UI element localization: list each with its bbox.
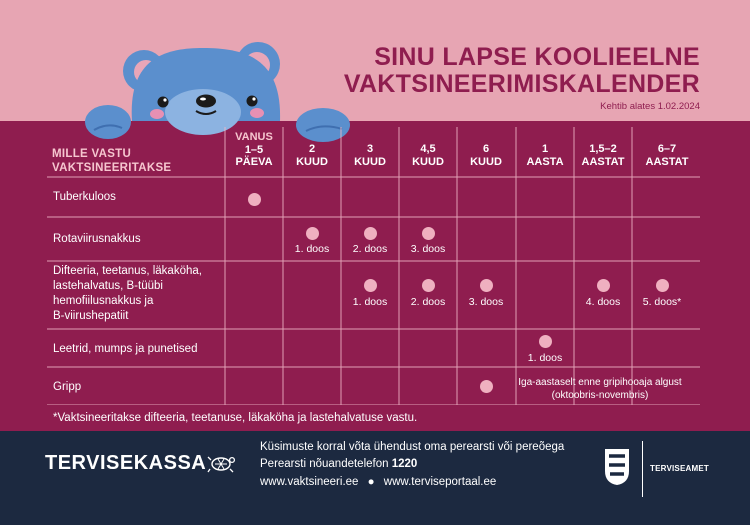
hotline-label: Perearsti nõuandetelefon (260, 458, 389, 470)
row-label-mmr: Leetrid, mumps ja punetised (53, 343, 198, 355)
dose-label: 1. doos (527, 352, 563, 364)
column-header-value: 6 (482, 143, 490, 155)
dose-label: 3. doos (410, 243, 446, 255)
link-terviseportaal[interactable]: www.terviseportaal.ee (383, 476, 497, 488)
column-header-unit: KUUD (412, 155, 444, 168)
row-label-tuberculosis: Tuberkuloos (53, 191, 116, 203)
dose-label: 4. doos (585, 296, 621, 308)
row-label-diphtheria-combo: Difteeria, teetanus, läkaköha, lastehalvatus, B-tüübi hemofiilusnakkus ja B-viirushepatiit (53, 265, 202, 322)
row-label-influenza: Gripp (53, 381, 82, 393)
corner-header-line-2: VAKTSINEERITAKSE (52, 162, 172, 174)
brand-logo-text: TERVISEKASSA (45, 452, 207, 474)
corner-header-line-1: MILLE VASTU (52, 148, 132, 160)
column-header-unit: AASTAT (645, 155, 689, 168)
column-header-3-months (341, 143, 399, 168)
dose-label: 5. doos* (642, 296, 682, 308)
influenza-note: Iga-aastaselt enne gripihooaja algust (oktoobris-novembris) (518, 377, 682, 401)
column-header-1-5-2-years (574, 143, 632, 168)
dose-marker (306, 227, 319, 240)
column-header-1-5-days (225, 131, 283, 169)
dose-label: 2. doos (410, 296, 446, 308)
dose-marker (364, 279, 377, 292)
column-header-unit: KUUD (354, 155, 386, 168)
dose-label: 2. doos (352, 243, 388, 255)
column-header-value: 1 (541, 143, 549, 155)
hotline-line (260, 458, 417, 470)
dose-marker (539, 335, 552, 348)
column-header-value: 1,5–2 (589, 143, 617, 155)
link-vaktsineeri[interactable]: www.vaktsineeri.ee (260, 476, 359, 488)
dose-label: 1. doos (352, 296, 388, 308)
dose-marker (422, 227, 435, 240)
column-header-value: 3 (366, 143, 374, 155)
column-header-value: 6–7 (657, 143, 677, 155)
dose-marker (480, 380, 493, 393)
valid-from-date: Kehtib alates 1.02.2024 (600, 101, 700, 112)
row-label-rotavirus: Rotaviirusnakkus (53, 233, 141, 245)
column-header-unit: KUUD (470, 155, 502, 168)
column-header-unit: AASTA (526, 155, 564, 168)
column-header-unit: PÄEVA (235, 156, 273, 168)
column-header-value: 2 (308, 143, 316, 155)
dose-label: 1. doos (294, 243, 330, 255)
dose-marker (656, 279, 669, 292)
column-header-1-year (516, 143, 574, 168)
column-header-unit: AASTAT (581, 155, 625, 168)
contact-text: Küsimuste korral võta ühendust oma perearsti või pereõega (260, 441, 565, 453)
coat-of-arms-icon (603, 447, 631, 487)
column-header-age-label: VANUS (235, 131, 273, 143)
links-line (260, 476, 496, 488)
page-title (344, 44, 700, 98)
dose-marker (364, 227, 377, 240)
bullet-separator: ● (367, 476, 375, 488)
title-line-1: SINU LAPSE KOOLIEELNE (374, 43, 700, 71)
column-header-6-months (457, 143, 515, 168)
dose-label: 3. doos (468, 296, 504, 308)
corner-header (52, 147, 171, 175)
column-header-value: 1–5 (244, 143, 264, 156)
column-header-value: 4,5 (420, 143, 436, 155)
dose-marker (480, 279, 493, 292)
agency-name: TERVISEAMET (650, 464, 709, 473)
column-header-unit: KUUD (296, 155, 328, 168)
column-header-4-5-months (399, 143, 457, 168)
dose-marker (422, 279, 435, 292)
brand-turtle-icon (206, 451, 236, 475)
column-header-6-7-years (638, 143, 696, 168)
dose-marker (248, 193, 261, 206)
title-line-2: VAKTSINEERIMISKALENDER (343, 70, 700, 98)
column-header-2-months (283, 143, 341, 168)
footnote: *Vaktsineeritakse difteeria, teetanuse, läkaköha ja lastehalvatuse vastu. (53, 412, 418, 424)
dose-marker (597, 279, 610, 292)
hotline-number[interactable]: 1220 (391, 458, 418, 470)
footer-divider (642, 441, 643, 497)
